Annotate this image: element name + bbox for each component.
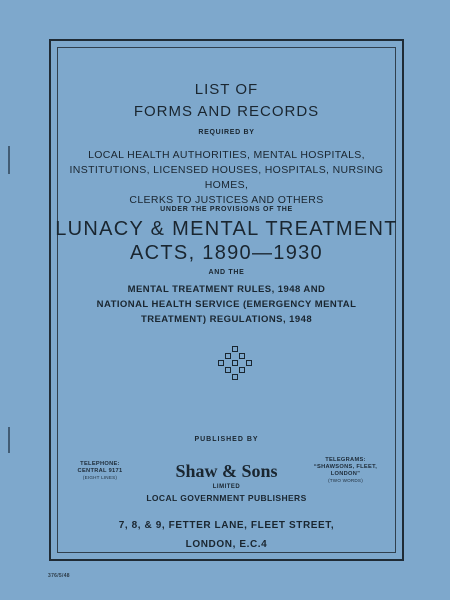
- act-title: [51, 217, 402, 265]
- publisher-role: LOCAL GOVERNMENT PUBLISHERS: [146, 493, 307, 503]
- title-line-2: FORMS AND RECORDS: [133, 103, 320, 120]
- title-line-1: LIST OF: [194, 81, 259, 98]
- telephone-label: TELEPHONE:: [80, 461, 120, 467]
- catalog-code: 376/5/48: [48, 573, 70, 579]
- published-by-label: PUBLISHED BY: [194, 436, 259, 443]
- telephone-lines: (EIGHT LINES): [82, 475, 118, 480]
- regulations-list: [51, 282, 402, 327]
- telegrams-block: [303, 457, 388, 483]
- staple-top: [8, 146, 10, 174]
- audience-line: INSTITUTIONS, LICENSED HOUSES, HOSPITALS, NURSING HOMES,: [69, 164, 384, 191]
- publisher-name: Shaw & Sons: [175, 461, 278, 481]
- telegrams-line-2: LONDON”: [330, 471, 361, 477]
- audience-line: CLERKS TO JUSTICES AND OTHERS: [129, 194, 324, 206]
- regulation-line: MENTAL TREATMENT RULES, 1948 AND: [127, 284, 326, 295]
- and-the-label: AND THE: [208, 269, 245, 276]
- audience-list: [51, 148, 402, 208]
- act-title-line: LUNACY & MENTAL TREATMENT: [55, 218, 398, 240]
- telegrams-line-1: “SHAWSONS, FLEET,: [313, 464, 378, 470]
- ornament-square: [232, 346, 238, 352]
- regulation-line: NATIONAL HEALTH SERVICE (EMERGENCY MENTAL: [96, 299, 357, 310]
- provisions-label: UNDER THE PROVISIONS OF THE: [160, 206, 293, 213]
- audience-line: LOCAL HEALTH AUTHORITIES, MENTAL HOSPITALS,: [88, 149, 365, 161]
- ornament-square: [239, 353, 245, 359]
- ornament-square: [246, 360, 252, 366]
- telegrams-words: (TWO WORDS): [328, 478, 363, 483]
- ornament-square: [225, 353, 231, 359]
- publisher-address: [51, 516, 402, 554]
- required-by-label: REQUIRED BY: [198, 129, 255, 136]
- ornament-square: [225, 367, 231, 373]
- telephone-number: CENTRAL 9171: [77, 468, 123, 474]
- telegrams-label: TELEGRAMS:: [325, 457, 366, 463]
- diamond-ornament: [217, 346, 253, 382]
- ornament-square: [218, 360, 224, 366]
- cover-frame: [49, 39, 404, 561]
- act-title-line: ACTS, 1890—1930: [130, 242, 323, 264]
- staple-bottom: [8, 427, 10, 453]
- ornament-square: [232, 360, 238, 366]
- regulation-line: TREATMENT) REGULATIONS, 1948: [140, 314, 313, 325]
- address-line-1: 7, 8, & 9, FETTER LANE, FLEET STREET,: [118, 520, 335, 531]
- address-line-2: LONDON, E.C.4: [185, 539, 268, 550]
- ornament-square: [232, 374, 238, 380]
- limited-label: LIMITED: [212, 484, 241, 490]
- ornament-square: [239, 367, 245, 373]
